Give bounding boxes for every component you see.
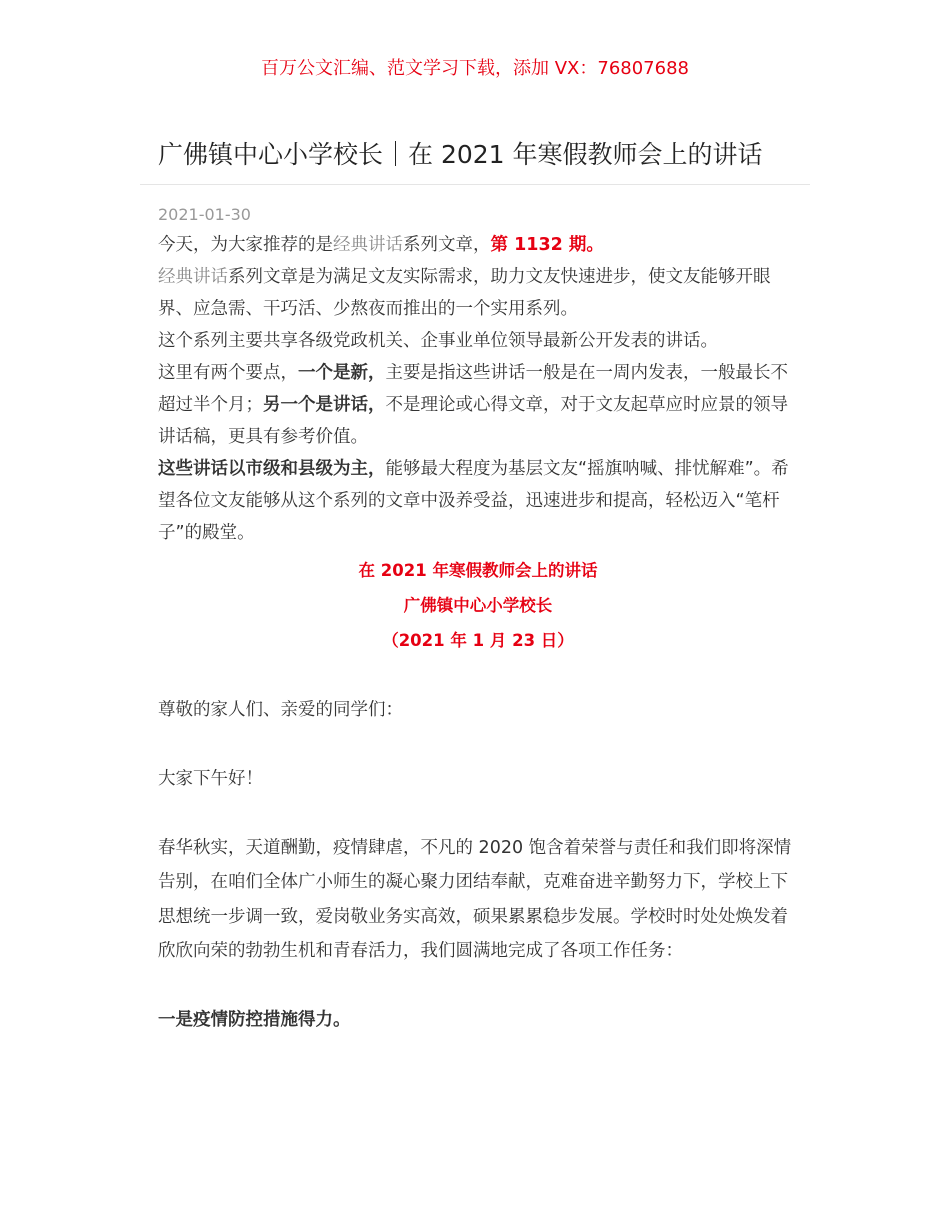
speech-greeting: 大家下午好！ xyxy=(158,768,263,789)
intro-text: 今天，为大家推荐的是 xyxy=(158,235,333,255)
speech-title: 在 2021 年寒假教师会上的讲话 xyxy=(358,561,598,580)
speech-paragraph-1: 春华秋实，天道酬勤，疫情肆虐，不凡的 2020 饱含着荣誉与责任和我们即将深情告别，在咱们全体广小师生的凝心聚力团结奉献，克难奋进辛勤努力下，学校上下思想统一步调一致，爱岗敬业务实高效，硕果累累稳步发展。学校时时处处焕发着欣欣向荣的勃勃生机和青春活力，我们圆满地完成了各项工作任务： xyxy=(158,837,792,961)
key-point-2: 另一个是讲话， xyxy=(263,395,386,415)
title-divider xyxy=(140,184,810,185)
speech-salutation: 尊敬的家人们、亲爱的同学们： xyxy=(158,699,403,720)
speech-speaker: 广佛镇中心小学校长 xyxy=(403,596,553,615)
key-point-1: 一个是新， xyxy=(298,363,386,383)
speech-body xyxy=(158,693,798,1038)
article-body xyxy=(158,229,798,1038)
publish-date: 2021-01-30 xyxy=(158,205,251,224)
speech-header xyxy=(158,553,798,658)
intro-paragraph-5 xyxy=(158,453,798,549)
issue-number: 第 1132 期。 xyxy=(490,235,604,255)
intro-paragraph-3: 这个系列主要共享各级党政机关、企事业单位领导最新公开发表的讲话。 xyxy=(158,331,718,351)
key-point-3: 这些讲话以市级和县级为主， xyxy=(158,459,386,479)
series-intro xyxy=(158,229,798,549)
article-title: 广佛镇中心小学校长｜在 2021 年寒假教师会上的讲话 xyxy=(158,140,763,169)
intro-text: 系列文章是为满足文友实际需求，助力文友快速进步，使文友能够开眼界、应急需、干巧活、少熬夜而推出的一个实用系列。 xyxy=(158,267,771,319)
intro-paragraph-1 xyxy=(158,229,798,261)
speech-date: （2021 年 1 月 23 日） xyxy=(382,631,574,650)
intro-paragraph-2 xyxy=(158,261,798,325)
promo-banner: 百万公文汇编、范文学习下载，添加 VX：76807688 xyxy=(261,58,689,79)
intro-text: 能够最大程度为基层文友“摇旗呐喊、排忧解难”。希望各位文友能够从这个系列的文章中汲养受益，迅速进步和提高，轻松迈入“笔杆子”的殿堂。 xyxy=(158,459,789,543)
intro-text: 主要是指这些讲话一般是在一周内发表，一般最长不超过半个月； xyxy=(158,363,788,415)
speech-point-1: 一是疫情防控措施得力。 xyxy=(158,1010,351,1030)
series-name: 经典讲话 xyxy=(333,235,403,255)
intro-paragraph-4 xyxy=(158,357,798,453)
intro-text: 不是理论或心得文章，对于文友起草应时应景的领导讲话稿，更具有参考价值。 xyxy=(158,395,788,447)
series-name: 经典讲话 xyxy=(158,267,228,287)
intro-text: 这里有两个要点， xyxy=(158,363,298,383)
intro-text: 系列文章， xyxy=(403,235,491,255)
